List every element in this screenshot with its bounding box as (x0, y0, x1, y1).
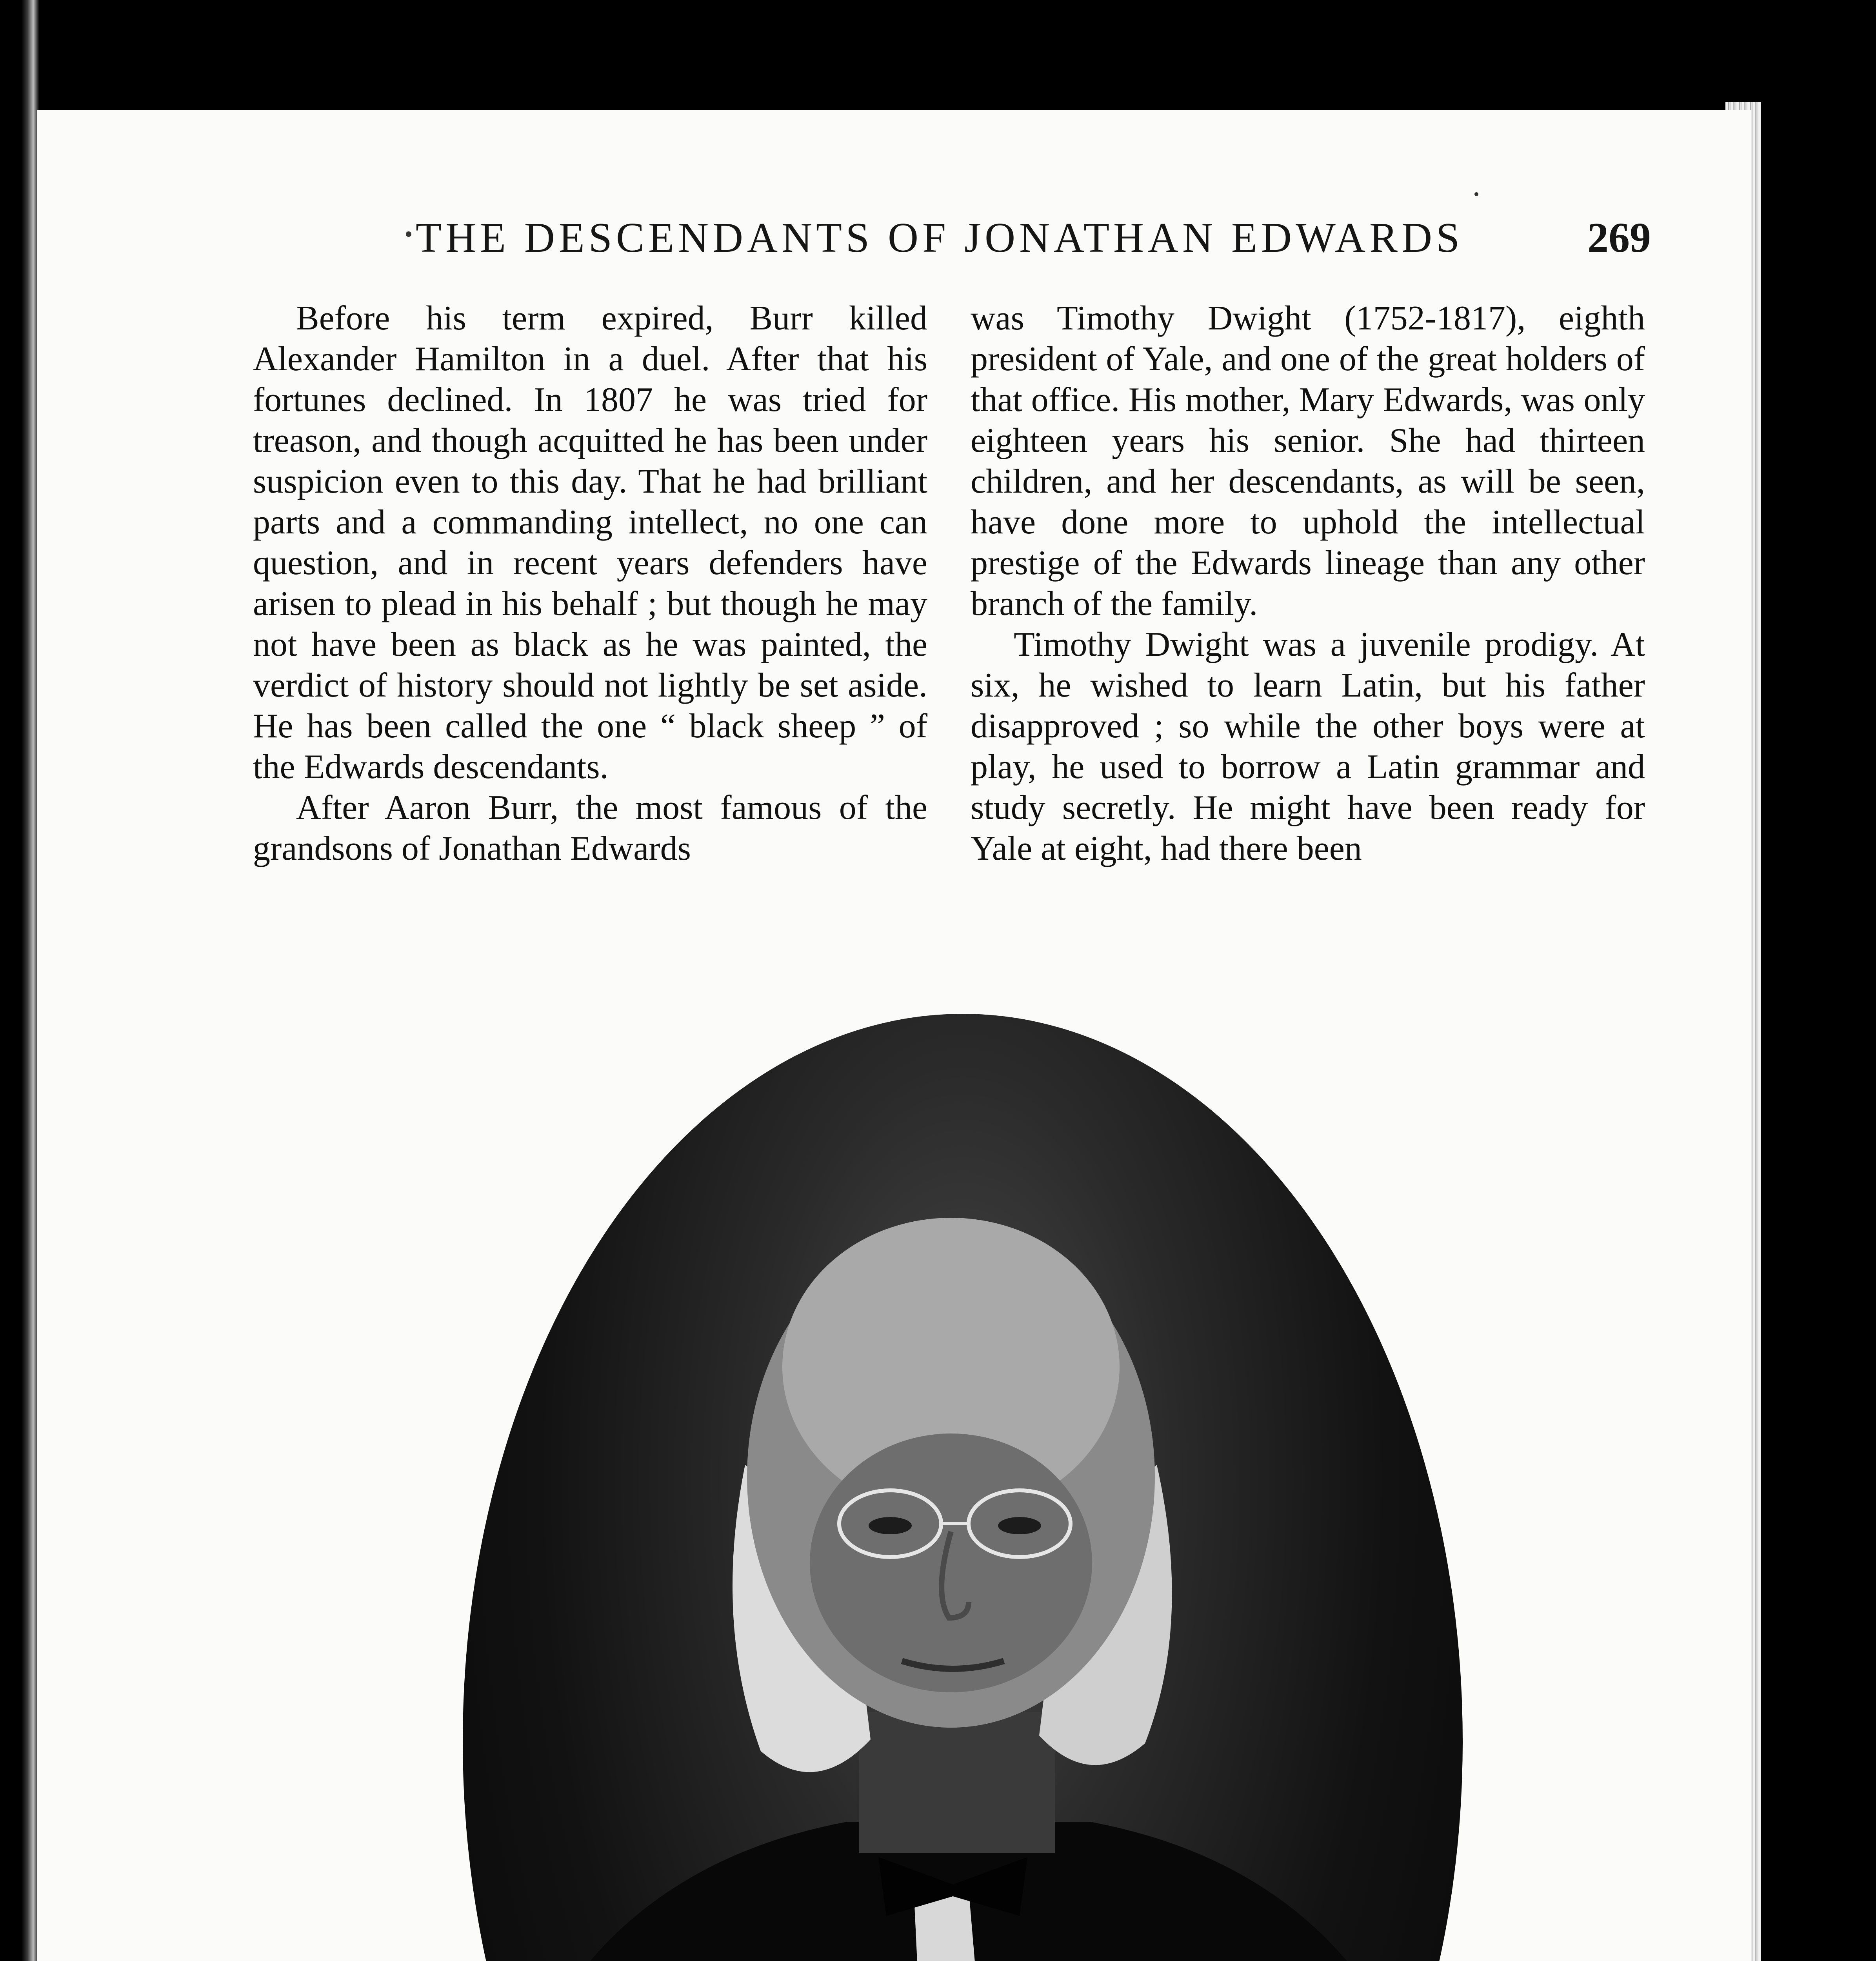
page-number: 269 (1587, 215, 1651, 261)
paragraph: Timothy Dwight was a juvenile prodigy. At six, he wished to learn Latin, but his father disapproved ; so while the other boys were at play, he used to borrow a Latin grammar and study secretly. He might have been ready for Yale at eight, had there been (971, 626, 1645, 868)
print-speck (1474, 192, 1478, 196)
left-page-gutter (0, 0, 39, 1961)
page-header (416, 214, 1651, 273)
text-column-right (971, 298, 1645, 869)
portrait-photograph (463, 1014, 1463, 1961)
running-head: THE DESCENDANTS OF JONATHAN EDWARDS (416, 215, 1464, 261)
paragraph: Before his term expired, Burr killed Alexander Hamilton in a duel. After that his fortunes declined. In 1807 he was tried for treason, and though acquitted he has been under suspicion even to this day. That he had brilliant parts and a commanding intellect, no one can question, and in recent years defenders have arisen to plead in his behalf ; but though he may not have been as black as he was painted, the verdict of history should not lightly be set aside. He has been called the one “ black sheep ” of the Edwards descendants. (253, 299, 927, 786)
paragraph: was Timothy Dwight (1752-1817), eighth president of Yale, and one of the great holders of that office. His mother, Mary Edwards, was only eighteen years his senior. She had thirteen children, and her descendants, as will be seen, have done more to uphold the intellectual prestige of the Edwards lineage than any other branch of the family. (971, 299, 1645, 623)
text-column-left (253, 298, 927, 869)
portrait-figure (463, 1014, 1463, 1961)
paragraph: After Aaron Burr, the most famous of the grandsons of Jonathan Edwards (253, 789, 927, 868)
print-speck (406, 231, 411, 237)
